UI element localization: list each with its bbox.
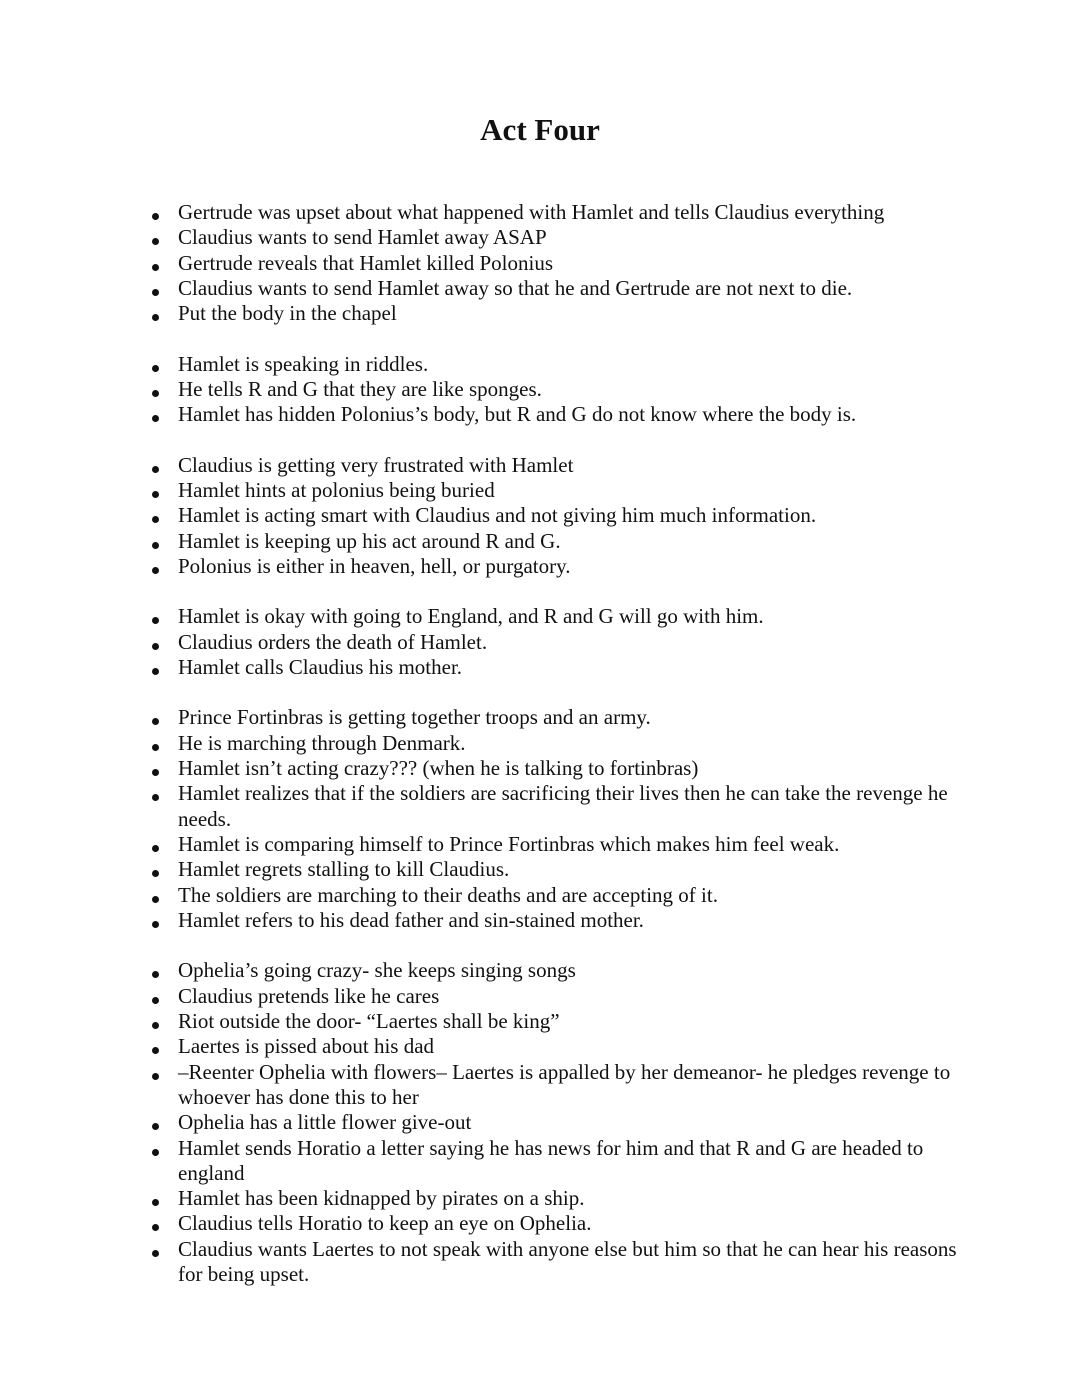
- bullet-icon: [152, 1047, 159, 1054]
- list-item-text: Claudius orders the death of Hamlet.: [178, 629, 488, 654]
- list-item: [178, 225, 973, 250]
- list-item: [178, 731, 973, 756]
- bullet-group-1: [0, 200, 1080, 327]
- list-item: [178, 453, 973, 478]
- list-item: [178, 908, 973, 933]
- bullet-icon: [152, 264, 159, 271]
- list-item-text: Hamlet realizes that if the soldiers are sacrificing their lives then he can take the revenge he needs.: [178, 781, 948, 831]
- bullet-group-6: [0, 958, 1080, 1287]
- bullet-icon: [152, 845, 159, 852]
- bullet-icon: [152, 238, 159, 245]
- list-item-text: Laertes is pissed about his dad: [178, 1034, 435, 1059]
- bullet-icon: [152, 390, 159, 397]
- list-item-text: Prince Fortinbras is getting together troops and an army.: [178, 705, 651, 730]
- bullet-icon: [152, 617, 159, 624]
- list-item-text: Hamlet has been kidnapped by pirates on a ship.: [178, 1186, 585, 1211]
- list-item-text: Hamlet sends Horatio a letter saying he has news for him and that R and G are headed to england: [178, 1135, 924, 1185]
- list-item: [178, 200, 973, 225]
- list-item-text: He is marching through Denmark.: [178, 730, 466, 755]
- list-item-text: He tells R and G that they are like sponges.: [178, 376, 542, 401]
- list-item: [178, 1009, 973, 1034]
- bullet-icon: [152, 289, 159, 296]
- bullet-icon: [152, 668, 159, 675]
- bullet-icon: [152, 718, 159, 725]
- list-item: [178, 756, 973, 781]
- list-item: [178, 857, 973, 882]
- list-item: [178, 984, 973, 1009]
- bullet-icon: [152, 870, 159, 877]
- bullet-icon: [152, 1250, 159, 1257]
- bullet-icon: [152, 1224, 159, 1231]
- notes-content: [0, 148, 1080, 1287]
- bullet-icon: [152, 794, 159, 801]
- list-item: [178, 478, 973, 503]
- bullet-icon: [152, 1149, 159, 1156]
- list-item-text: Gertrude was upset about what happened with Hamlet and tells Claudius everything: [178, 200, 885, 224]
- list-item: [178, 503, 973, 528]
- list-item-text: –Reenter Ophelia with flowers– Laertes is appalled by her demeanor- he pledges revenge to whoever has done this to her: [178, 1059, 951, 1109]
- list-item-text: Claudius wants Laertes to not speak with anyone else but him so that he can hear his reasons for being upset.: [178, 1236, 957, 1287]
- bullet-icon: [152, 1022, 159, 1029]
- bullet-icon: [152, 997, 159, 1004]
- list-item: [178, 276, 973, 301]
- list-item-text: Claudius tells Horatio to keep an eye on Ophelia.: [178, 1211, 592, 1236]
- bullet-icon: [152, 415, 159, 422]
- list-item: [178, 377, 973, 402]
- list-item: [178, 604, 973, 629]
- page-title: Act Four: [480, 112, 600, 147]
- bullet-icon: [152, 921, 159, 928]
- list-item: [178, 1060, 973, 1111]
- bullet-icon: [152, 1199, 159, 1206]
- list-item: [178, 554, 973, 579]
- list-item-text: Put the body in the chapel: [178, 301, 397, 326]
- list-item: [178, 402, 973, 427]
- list-item-text: Hamlet isn’t acting crazy??? (when he is talking to fortinbras): [178, 755, 699, 780]
- list-item-text: Hamlet is acting smart with Claudius and not giving him much information.: [178, 503, 817, 528]
- list-item-text: Riot outside the door- “Laertes shall be king”: [178, 1008, 560, 1033]
- list-item: [178, 655, 973, 680]
- bullet-icon: [152, 1123, 159, 1130]
- list-item-text: Hamlet is speaking in riddles.: [178, 351, 429, 376]
- bullet-icon: [152, 314, 159, 321]
- bullet-icon: [152, 516, 159, 523]
- list-item: [178, 630, 973, 655]
- bullet-group-5: [0, 705, 1080, 933]
- list-item: [178, 301, 973, 326]
- bullet-icon: [152, 567, 159, 574]
- list-item-text: Polonius is either in heaven, hell, or purgatory.: [178, 553, 571, 578]
- list-item-text: Hamlet calls Claudius his mother.: [178, 654, 463, 679]
- list-item-text: Claudius wants to send Hamlet away so that he and Gertrude are not next to die.: [178, 275, 853, 300]
- list-item-text: Claudius is getting very frustrated with Hamlet: [178, 452, 574, 477]
- list-item: [178, 251, 973, 276]
- list-item: [178, 781, 973, 832]
- list-item: [178, 529, 973, 554]
- list-item-text: Hamlet is keeping up his act around R and G.: [178, 528, 561, 553]
- list-item: [178, 883, 973, 908]
- list-item-text: Hamlet has hidden Polonius’s body, but R and G do not know where the body is.: [178, 402, 857, 427]
- list-item-text: Hamlet is okay with going to England, and R and G will go with him.: [178, 604, 764, 629]
- list-item-text: The soldiers are marching to their deaths and are accepting of it.: [178, 882, 718, 907]
- list-item-text: Claudius pretends like he cares: [178, 983, 440, 1008]
- list-item-text: Claudius wants to send Hamlet away ASAP: [178, 225, 547, 250]
- list-item: [178, 958, 973, 983]
- bullet-icon: [152, 896, 159, 903]
- bullet-group-3: [0, 453, 1080, 580]
- bullet-icon: [152, 213, 159, 220]
- bullet-icon: [152, 365, 159, 372]
- bullet-group-4: [0, 604, 1080, 680]
- list-item: [178, 1110, 973, 1135]
- list-item: [178, 352, 973, 377]
- bullet-icon: [152, 769, 159, 776]
- bullet-icon: [152, 643, 159, 650]
- list-item: [178, 832, 973, 857]
- list-item: [178, 705, 973, 730]
- list-item: [178, 1186, 973, 1211]
- list-item-text: Ophelia has a little flower give-out: [178, 1110, 472, 1135]
- bullet-icon: [152, 744, 159, 751]
- bullet-icon: [152, 971, 159, 978]
- list-item-text: Hamlet is comparing himself to Prince Fortinbras which makes him feel weak.: [178, 831, 840, 856]
- bullet-icon: [152, 542, 159, 549]
- list-item-text: Gertrude reveals that Hamlet killed Polonius: [178, 250, 553, 275]
- bullet-group-2: [0, 352, 1080, 428]
- bullet-icon: [152, 491, 159, 498]
- list-item: [178, 1211, 973, 1236]
- list-item: [178, 1237, 973, 1288]
- list-item: [178, 1136, 973, 1187]
- bullet-icon: [152, 466, 159, 473]
- list-item: [178, 1034, 973, 1059]
- list-item-text: Hamlet hints at polonius being buried: [178, 477, 495, 502]
- list-item-text: Ophelia’s going crazy- she keeps singing songs: [178, 958, 576, 983]
- list-item-text: Hamlet refers to his dead father and sin-stained mother.: [178, 907, 644, 932]
- bullet-icon: [152, 1073, 159, 1080]
- list-item-text: Hamlet regrets stalling to kill Claudius.: [178, 857, 510, 882]
